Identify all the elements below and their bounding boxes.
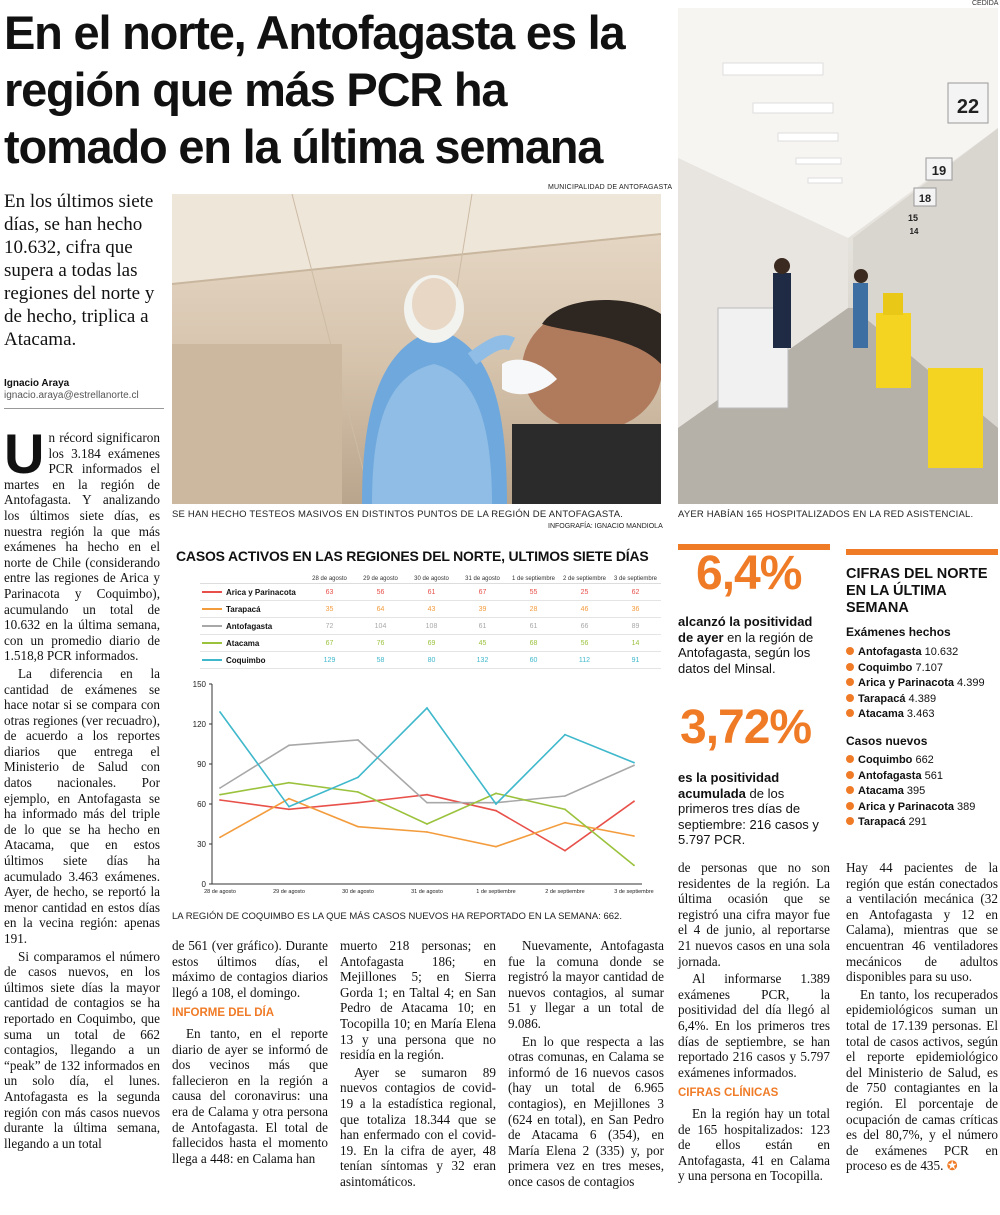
- x-tick-label: 1 de septiembre: [476, 889, 516, 895]
- photo2-caption: AYER HABÍAN 165 HOSPITALIZADOS EN LA RED ASISTENCIAL.: [678, 509, 974, 520]
- data-point: [426, 802, 428, 804]
- stat-positivity-accumulated-text: es la positividad acumulada de los primeros tres días de septiembre: 216 casos y 5.797 PCR.: [678, 770, 819, 847]
- list-item: Coquimbo 7.107: [846, 661, 985, 677]
- end-mark-icon: ✪: [946, 1158, 958, 1174]
- y-tick-label: 90: [197, 760, 206, 769]
- stat-positivity-day-text: alcanzó la positividad de ayer en la región de Antofagasta, según los datos del Minsal.: [678, 614, 814, 676]
- table-row: [200, 584, 661, 601]
- stat-positivity-day: 6,4%: [696, 547, 802, 600]
- table-cell-value: 76: [355, 635, 406, 652]
- bullet-icon: [846, 755, 854, 763]
- chart-title: CASOS ACTIVOS EN LAS REGIONES DEL NORTE, ULTIMOS SIETE DÍAS: [176, 548, 649, 564]
- table-cell-value: 25: [559, 584, 610, 601]
- col5-paragraph-2: Al informarse 1.389 exámenes PCR, la positividad del día llegó al 6,4%. En los primeros tres días de septiembre, se han reportado 216 casos y 5.797 exámenes informados.: [678, 971, 830, 1080]
- data-point: [219, 787, 221, 789]
- exams-list: [846, 645, 985, 723]
- table-header-row: [200, 575, 661, 584]
- bullet-icon: [846, 663, 854, 671]
- table-header-date: 2 de septiembre: [559, 575, 610, 584]
- testing-photo: [172, 194, 661, 504]
- photo-credit-top: CEDIDA: [972, 0, 999, 7]
- table-cell-value: 104: [355, 618, 406, 635]
- data-point: [219, 711, 221, 713]
- article-column-6: [846, 860, 998, 1174]
- list-item: Coquimbo 662: [846, 753, 975, 769]
- table-header-region: [200, 575, 304, 584]
- table-cell-value: 14: [610, 635, 661, 652]
- table-cell-value: 108: [406, 618, 457, 635]
- box-cases-title: Casos nuevos: [846, 734, 928, 748]
- col1-paragraph-1: Un récord significaron los 3.184 exámenes PCR informados el martes en la región de Antofagasta. Y analizando los últimos siete días, es nuestra región la que más exámenes ha hecho en el norte de Chile (considerando entre las regiones de Arica y Parinacota y Coquimbo), acumulando un total de 10.632 en la última semana, con un promedio diario de 1.518,8 PCR informados.: [4, 422, 160, 664]
- room-sign-15: 15: [907, 213, 919, 223]
- data-point: [288, 782, 290, 784]
- data-point: [633, 835, 635, 837]
- table-header-date: 1 de septiembre: [508, 575, 559, 584]
- table-header-date: 29 de agosto: [355, 575, 406, 584]
- list-item: Antofagasta 10.632: [846, 645, 985, 661]
- drop-cap: U: [4, 422, 45, 485]
- data-point: [426, 831, 428, 833]
- table-cell-value: 66: [559, 618, 610, 635]
- table-cell-value: 56: [355, 584, 406, 601]
- data-point: [633, 800, 635, 802]
- table-cell-value: 72: [304, 618, 355, 635]
- box-exams-title: Exámenes hechos: [846, 625, 951, 639]
- table-cell-region: Antofagasta: [200, 618, 304, 635]
- legend-swatch: [202, 608, 222, 610]
- col1-paragraph-3: Si comparamos el número de casos nuevos, en los últimos siete días la mayor cantidad de contagios se ha reportado en Coquimbo, que suma un total de 662 contagios, llegando a un “peak” de 132 informados en un solo día, el lunes. Antofagasta es la segunda región con más casos nuevos durante la última semana, llegando a un total: [4, 948, 160, 1151]
- table-header-date: 3 de septiembre: [610, 575, 661, 584]
- table-cell-region: Coquimbo: [200, 652, 304, 669]
- table-row: [200, 601, 661, 618]
- data-point: [564, 822, 566, 824]
- list-item: Arica y Parinacota 389: [846, 800, 975, 816]
- bullet-icon: [846, 771, 854, 779]
- table-cell-value: 58: [355, 652, 406, 669]
- data-point: [357, 826, 359, 828]
- room-sign-19: 19: [931, 163, 947, 178]
- legend-swatch: [202, 642, 222, 644]
- y-tick-label: 30: [197, 840, 206, 849]
- room-sign-14: 14: [909, 227, 919, 236]
- data-point: [357, 791, 359, 793]
- y-tick-label: 60: [197, 800, 206, 809]
- article-column-3: [340, 938, 496, 1190]
- table-cell-value: 63: [304, 584, 355, 601]
- stat-positivity-accumulated: 3,72%: [680, 701, 812, 754]
- data-point: [633, 762, 635, 764]
- col5-paragraph-1: de personas que no son residentes de la región. La última ocasión que se registró una cifra mayor fue el 4 de junio, al reportarse 21 nuevos casos en una sola jornada.: [678, 860, 830, 969]
- data-point: [219, 836, 221, 838]
- cases-table: [200, 575, 661, 669]
- table-cell-value: 68: [508, 635, 559, 652]
- table-row: [200, 652, 661, 669]
- y-tick-label: 0: [201, 880, 206, 889]
- x-tick-label: 29 de agosto: [273, 889, 305, 895]
- col3-paragraph-1: muerto 218 personas; en Antofagasta 186; en Mejillones 5; en Sierra Gorda 1; en Taltal 4; en San Pedro de Atacama 10; en Tocopilla 10; en María Elena 13 y una persona que no residía en la región.: [340, 938, 496, 1063]
- author-name: Ignacio Araya: [4, 378, 70, 389]
- data-point: [219, 799, 221, 801]
- table-cell-value: 61: [457, 618, 508, 635]
- room-sign-18: 18: [918, 193, 932, 205]
- table-cell-value: 60: [508, 652, 559, 669]
- list-item: Arica y Parinacota 4.399: [846, 676, 985, 692]
- article-column-1: [4, 422, 160, 1151]
- data-point: [564, 734, 566, 736]
- data-point: [564, 795, 566, 797]
- table-cell-value: 62: [610, 584, 661, 601]
- col2-paragraph-1: de 561 (ver gráfico). Durante estos últimos días, el máximo de contagios diarios llegó a 108, el domingo.: [172, 938, 328, 1000]
- table-cell-value: 64: [355, 601, 406, 618]
- data-point: [357, 776, 359, 778]
- table-cell-value: 43: [406, 601, 457, 618]
- table-row: [200, 618, 661, 635]
- data-point: [633, 864, 635, 866]
- y-tick-label: 150: [192, 680, 206, 689]
- legend-swatch: [202, 625, 222, 627]
- article-column-2: [172, 938, 328, 1166]
- cases-line-chart: [172, 674, 662, 898]
- headline: En el norte, Antofagasta es la región que más PCR ha tomado en la última semana: [4, 6, 625, 173]
- data-point: [288, 806, 290, 808]
- data-point: [495, 846, 497, 848]
- x-tick-label: 3 de septiembre: [614, 889, 654, 895]
- series-line-tarapac-: [220, 799, 634, 847]
- list-item: Tarapacá 291: [846, 815, 975, 831]
- table-cell-value: 132: [457, 652, 508, 669]
- room-sign-22: 22: [956, 96, 980, 118]
- list-item: Antofagasta 561: [846, 769, 975, 785]
- table-cell-value: 45: [457, 635, 508, 652]
- table-cell-value: 56: [559, 635, 610, 652]
- hospital-corridor-illustration: [678, 8, 998, 504]
- data-point: [495, 792, 497, 794]
- table-header-date: 28 de agosto: [304, 575, 355, 584]
- legend-swatch: [202, 659, 222, 661]
- data-point: [426, 707, 428, 709]
- col6-paragraph-1: Hay 44 pacientes de la región que están conectados a ventilación mecánica (32 en Antofagasta y 12 en Calama), mientras que se encuentran 46 ventiladores mecánicos de adultos disponibles para su uso.: [846, 860, 998, 985]
- bullet-icon: [846, 786, 854, 794]
- table-cell-value: 67: [304, 635, 355, 652]
- data-point: [357, 802, 359, 804]
- data-point: [495, 803, 497, 805]
- table-cell-value: 112: [559, 652, 610, 669]
- table-cell-value: 129: [304, 652, 355, 669]
- table-header-date: 31 de agosto: [457, 575, 508, 584]
- col3-paragraph-2: Ayer se sumaron 89 nuevos contagios de covid-19 a la estadística regional, que totaliza 18.344 que se han enfermado con el covid-19. En la cifra de ayer, 48 tenían síntomas y 32 eran asintomáticos.: [340, 1064, 496, 1189]
- col2-paragraph-2: En tanto, en el reporte diario de ayer se informó de dos vecinos más que fallecieron en la región a causa del coronavirus: una era de Calama y otra persona de Antofagasta. El total de fallecidos hasta el momento llega a 448: en Calama han: [172, 1025, 328, 1166]
- table-cell-value: 36: [610, 601, 661, 618]
- table-cell-value: 39: [457, 601, 508, 618]
- data-point: [633, 764, 635, 766]
- photo1-credit: MUNICIPALIDAD DE ANTOFAGASTA: [548, 184, 673, 191]
- table-cell-value: 28: [508, 601, 559, 618]
- divider: [4, 408, 164, 409]
- subhead-cifras: CIFRAS CLÍNICAS: [678, 1087, 779, 1100]
- subhead-informe: INFORME DEL DÍA: [172, 1007, 275, 1020]
- bullet-icon: [846, 678, 854, 686]
- data-point: [219, 794, 221, 796]
- chart-caption: LA REGIÓN DE COQUIMBO ES LA QUE MÁS CASOS NUEVOS HA REPORTADO EN LA SEMANA: 662.: [172, 911, 622, 922]
- table-row: [200, 635, 661, 652]
- table-cell-value: 61: [508, 618, 559, 635]
- x-tick-label: 31 de agosto: [411, 889, 443, 895]
- table-cell-value: 91: [610, 652, 661, 669]
- testing-scene-illustration: [172, 194, 661, 504]
- table-cell-value: 80: [406, 652, 457, 669]
- series-line-antofagasta: [220, 740, 634, 803]
- x-tick-label: 30 de agosto: [342, 889, 374, 895]
- list-item: Atacama 3.463: [846, 707, 985, 723]
- author-email[interactable]: ignacio.araya@estrellanorte.cl: [4, 390, 139, 401]
- hospital-photo: [678, 8, 998, 504]
- bullet-icon: [846, 647, 854, 655]
- table-cell-value: 89: [610, 618, 661, 635]
- table-cell-value: 35: [304, 601, 355, 618]
- bullet-icon: [846, 709, 854, 717]
- col6-paragraph-2: En tanto, los recuperados epidemiológicos suman un total de 17.139 personas. El total de casos activos, según el reporte epidemiológico del Ministerio de Salud, es de 750 contagiantes en la región. El porcentaje de ocupación de camas críticas es del 80,7%, y el número de exámenes PCR en proceso es de 435. ✪: [846, 986, 998, 1174]
- data-point: [564, 808, 566, 810]
- y-tick-label: 120: [192, 720, 206, 729]
- data-point: [426, 823, 428, 825]
- table-cell-value: 55: [508, 584, 559, 601]
- data-point: [288, 798, 290, 800]
- col4-paragraph-1: Nuevamente, Antofagasta fue la comuna donde se registró la mayor cantidad de nuevos contagios, al sumar 51 y llegar a un total de 9.086.: [508, 938, 664, 1031]
- table-cell-value: 69: [406, 635, 457, 652]
- list-item: Atacama 395: [846, 784, 975, 800]
- data-point: [288, 744, 290, 746]
- data-point: [357, 739, 359, 741]
- box-accent-bar: [846, 549, 998, 555]
- data-point: [495, 810, 497, 812]
- list-item: Tarapacá 4.389: [846, 692, 985, 708]
- table-cell-value: 61: [406, 584, 457, 601]
- col1-paragraph-2: La diferencia en la cantidad de exámenes se hace notar si se compara con otras regiones (ver recuadro), de acuerdo a los reportes diarios que entrega el Ministerio de Salud con datos nacionales. Por ejemplo, en Antofagasta se ha informado más del triple de lo que se ha hecho en Atacama, que en estos últimos siete días ha acumulado 3.463 exámenes. Ayer, de hecho, se reportó la menor cantidad en estos días en la vecina región: apenas 191.: [4, 665, 160, 946]
- photo1-caption: SE HAN HECHO TESTEOS MASIVOS EN DISTINTOS PUNTOS DE LA REGIÓN DE ANTOFAGASTA.: [172, 509, 624, 520]
- bullet-icon: [846, 817, 854, 825]
- series-line-coquimbo: [220, 708, 634, 807]
- lead-paragraph: En los últimos siete días, se han hecho 10.632, cifra que supera a todas las regiones del norte y de hecho, triplica a Atacama.: [4, 191, 155, 350]
- table-cell-value: 67: [457, 584, 508, 601]
- table-cell-value: 46: [559, 601, 610, 618]
- article-column-5: [678, 860, 830, 1184]
- table-cell-region: Tarapacá: [200, 601, 304, 618]
- x-tick-label: 2 de septiembre: [545, 889, 585, 895]
- data-point: [288, 808, 290, 810]
- col5-paragraph-3: En la región hay un total de 165 hospitalizados: 123 de ellos están en Antofagasta, 41 en Calama y una persona en Tocopilla.: [678, 1105, 830, 1184]
- cases-list: [846, 753, 975, 831]
- article-column-4: [508, 938, 664, 1190]
- infographic-credit: INFOGRAFÍA: IGNACIO MANDIOLA: [548, 523, 663, 530]
- col4-paragraph-2: En lo que respecta a las otras comunas, en Calama se informó de 16 nuevos casos (hay un total de 6.965 contagios), en Mejillones 3 (624 en total), en San Pedro de Atacama 6 (354), en María Elena 2 (335) y, por primera vez en tres meses, once casos de contagios: [508, 1033, 664, 1189]
- data-point: [426, 794, 428, 796]
- x-tick-label: 28 de agosto: [204, 889, 236, 895]
- table-cell-region: Arica y Parinacota: [200, 584, 304, 601]
- table-cell-region: Atacama: [200, 635, 304, 652]
- bullet-icon: [846, 802, 854, 810]
- legend-swatch: [202, 591, 222, 593]
- bullet-icon: [846, 694, 854, 702]
- data-point: [564, 850, 566, 852]
- box-title: CIFRAS DEL NORTE EN LA ÚLTIMA SEMANA: [846, 566, 988, 616]
- table-header-date: 30 de agosto: [406, 575, 457, 584]
